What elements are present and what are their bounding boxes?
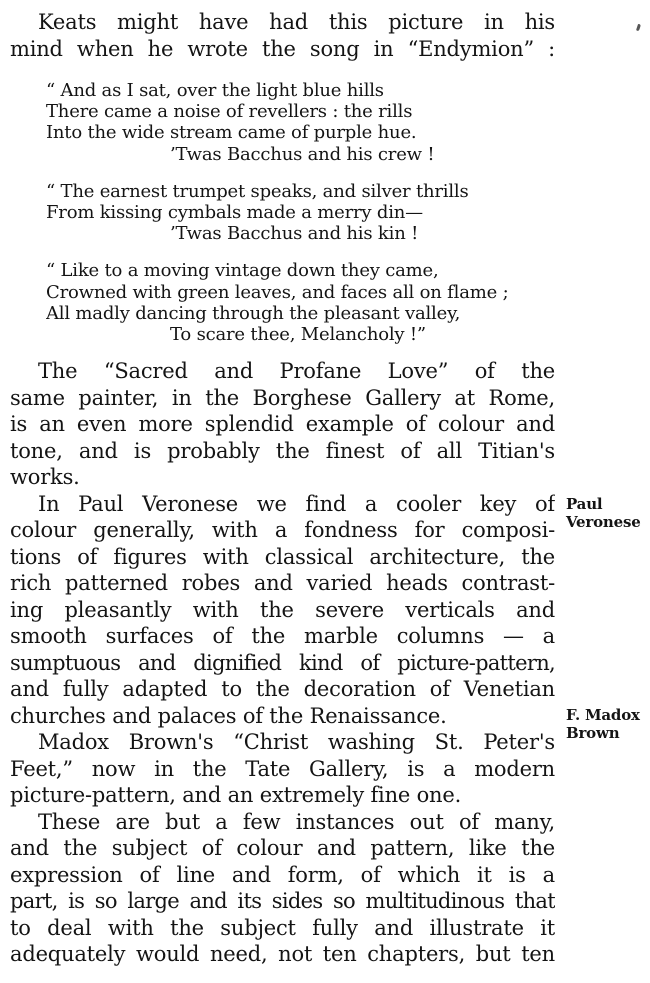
text-line: ’Twas Bacchus and his crew ! xyxy=(170,143,435,165)
text-line: These are but a few instances out of many, xyxy=(38,809,555,834)
text-line: mind when he wrote the song in “Endymion” : xyxy=(10,36,555,61)
poem-stanza-3 xyxy=(46,260,555,345)
text-line: rich patterned robes and varied heads contrast- xyxy=(10,571,555,596)
paragraph-conclusion xyxy=(10,810,555,969)
text-line: and the subject of colour and pattern, like the xyxy=(10,836,555,861)
text-line: “ And as I sat, over the light blue hills xyxy=(46,80,384,101)
text-line: “ The earnest trumpet speaks, and silver thrills xyxy=(46,180,469,202)
margin-note-f-madox-brown: F. Madox Brown xyxy=(566,706,640,742)
text-line: part, is so large and its sides so multitudinous that xyxy=(10,889,555,914)
text-line: churches and palaces of the Renaissance. xyxy=(10,703,447,728)
text-line: smooth surfaces of the marble columns — a xyxy=(10,624,555,649)
paragraph-paul-veronese xyxy=(10,492,555,731)
text-line: Madox Brown's “Christ washing St. Peter's xyxy=(38,730,555,755)
text-line: to deal with the subject fully and illustrate it xyxy=(10,915,555,940)
text-line: tone, and is probably the finest of all Titian's xyxy=(10,438,555,463)
text-line: sumptuous and dignified kind of picture-pattern, xyxy=(10,650,555,675)
poem-stanza-2 xyxy=(46,181,555,245)
text-line: tions of figures with classical architecture, the xyxy=(10,544,555,569)
text-line: same painter, in the Borghese Gallery at Rome, xyxy=(10,385,555,410)
text-line: Feet,” now in the Tate Gallery, is a modern xyxy=(10,756,555,781)
text-line: ’Twas Bacchus and his kin ! xyxy=(170,223,419,245)
text-line: From kissing cymbals made a merry din— xyxy=(46,201,423,223)
text-line: In Paul Veronese we find a cooler key of xyxy=(38,491,555,516)
text-line: ing pleasantly with the severe verticals and xyxy=(10,597,555,622)
text-line: The “Sacred and Profane Love” of the xyxy=(38,359,555,384)
text-line: To scare thee, Melancholy !” xyxy=(170,323,426,345)
text-line: Into the wide stream came of purple hue. xyxy=(46,122,417,144)
poem-endymion-quotation xyxy=(46,80,555,345)
scan-speck-artifact xyxy=(636,24,641,32)
text-line: picture-pattern, and an extremely fine one. xyxy=(10,783,462,808)
text-line: “ Like to a moving vintage down they came, xyxy=(46,260,439,282)
text-line: expression of line and form, of which it is a xyxy=(10,862,555,887)
text-line: works. xyxy=(10,465,80,490)
paragraph-madox-brown xyxy=(10,730,555,810)
text-line: is an even more splendid example of colour and xyxy=(10,412,555,437)
paragraph-sacred-profane-love xyxy=(10,359,555,492)
text-line: and fully adapted to the decoration of Venetian xyxy=(10,677,555,702)
text-line: adequately would need, not ten chapters, but ten xyxy=(10,942,555,967)
text-line: Keats might have had this picture in his xyxy=(38,10,555,34)
poem-stanza-1 xyxy=(46,80,555,165)
text-line: All madly dancing through the pleasant valley, xyxy=(46,302,461,324)
text-line: colour generally, with a fondness for composi- xyxy=(10,518,555,543)
main-text-column xyxy=(10,10,555,969)
text-line: Crowned with green leaves, and faces all on flame ; xyxy=(46,281,509,303)
text-line: There came a noise of revellers : the rills xyxy=(46,101,413,123)
paragraph-keats-intro xyxy=(10,10,555,63)
margin-note-paul-veronese: Paul Veronese xyxy=(566,495,641,531)
